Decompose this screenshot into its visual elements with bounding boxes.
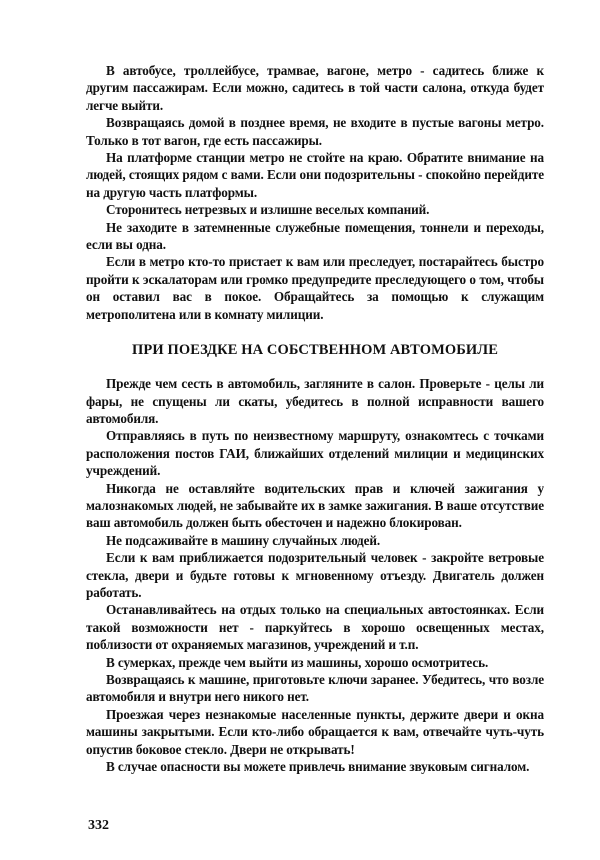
paragraph-keys-documents: Никогда не оставляйте водительских прав и ключей зажигания у малознакомых людей, не забывайте их в замке зажигания. В ваше отсутствие ваш автомобиль должен быть обесточен и надежно блокирован. bbox=[86, 480, 544, 531]
page-content bbox=[86, 62, 544, 775]
paragraph-keys-ready: Возвращаясь к машине, приготовьте ключи заранее. Убедитесь, что возле автомобиля и внутри него никого нет. bbox=[86, 672, 544, 705]
paragraph-horn-signal: В случае опасности вы можете привлечь внимание звуковым сигналом. bbox=[106, 759, 530, 775]
paragraph-avoid-drunk: Сторонитесь нетрезвых и излишне веселых компаний. bbox=[106, 202, 430, 218]
paragraph-unfamiliar-towns: Проезжая через незнакомые населенные пункты, держите двери и окна машины закрытыми. Если кто-либо обращается к вам, отвечайте чуть-чуть опустив боковое стекло. Двери не открывать! bbox=[86, 706, 544, 757]
paragraph-dark-rooms: Не заходите в затемненные служебные помещения, тоннели и переходы, если вы одна. bbox=[86, 219, 544, 253]
paragraph-parking: Останавливайтесь на отдых только на специальных автостоянках. Если такой возможности нет - паркуйтесь в хорошо освещенных местах, поблизости от охраняемых магазинов, учреждений и т.п. bbox=[86, 602, 544, 653]
paragraph-dusk: В сумерках, прежде чем выйти из машины, хорошо осмотритесь. bbox=[106, 654, 489, 670]
paragraph-harassment-metro: Если в метро кто-то пристает к вам или преследует, постарайтесь быстро пройти к эскалаторам или громко предупредите преследующего о том, чтобы он оставил вас в покое. Обращайтесь за помощью к служащим метрополитена или в комнату милиции. bbox=[86, 254, 544, 322]
paragraph-suspicious-person: Если к вам приближается подозрительный человек - закройте ветровые стекла, двери и будьте готовы к мгновенному отъезду. Двигатель должен работать. bbox=[86, 550, 544, 600]
paragraph-late-return: Возвращаясь домой в позднее время, не входите в пустые вагоны метро. Только в тот вагон, где есть пассажиры. bbox=[86, 115, 544, 148]
paragraph-unknown-route: Отправляясь в путь по неизвестному маршруту, ознакомтесь с точками расположения постов ГАИ, ближайших отделений милиции и медицинских учреждений. bbox=[86, 428, 544, 479]
section-heading-car: ПРИ ПОЕЗДКЕ НА СОБСТВЕННОМ АВТОМОБИЛЕ bbox=[132, 342, 498, 359]
page-number: 332 bbox=[88, 818, 109, 833]
paragraph-no-hitchhikers: Не подсаживайте в машину случайных людей. bbox=[106, 532, 381, 548]
paragraph-platform-edge: На платформе станции метро не стойте на краю. Обратите внимание на людей, стоящих рядом с вами. Если они подозрительны - спокойно перейдите на другую часть платформы. bbox=[86, 150, 544, 200]
paragraph-public-transport-seating: В автобусе, троллейбусе, трамвае, вагоне, метро - садитесь ближе к другим пассажирам. Если можно, садитесь в той части салона, откуда будет легче выйти. bbox=[86, 63, 544, 113]
paragraph-check-car: Прежде чем сесть в автомобиль, загляните в салон. Проверьте - целы ли фары, не спущены ли скаты, убедитесь в полной исправности вашего автомобиля. bbox=[86, 376, 544, 426]
